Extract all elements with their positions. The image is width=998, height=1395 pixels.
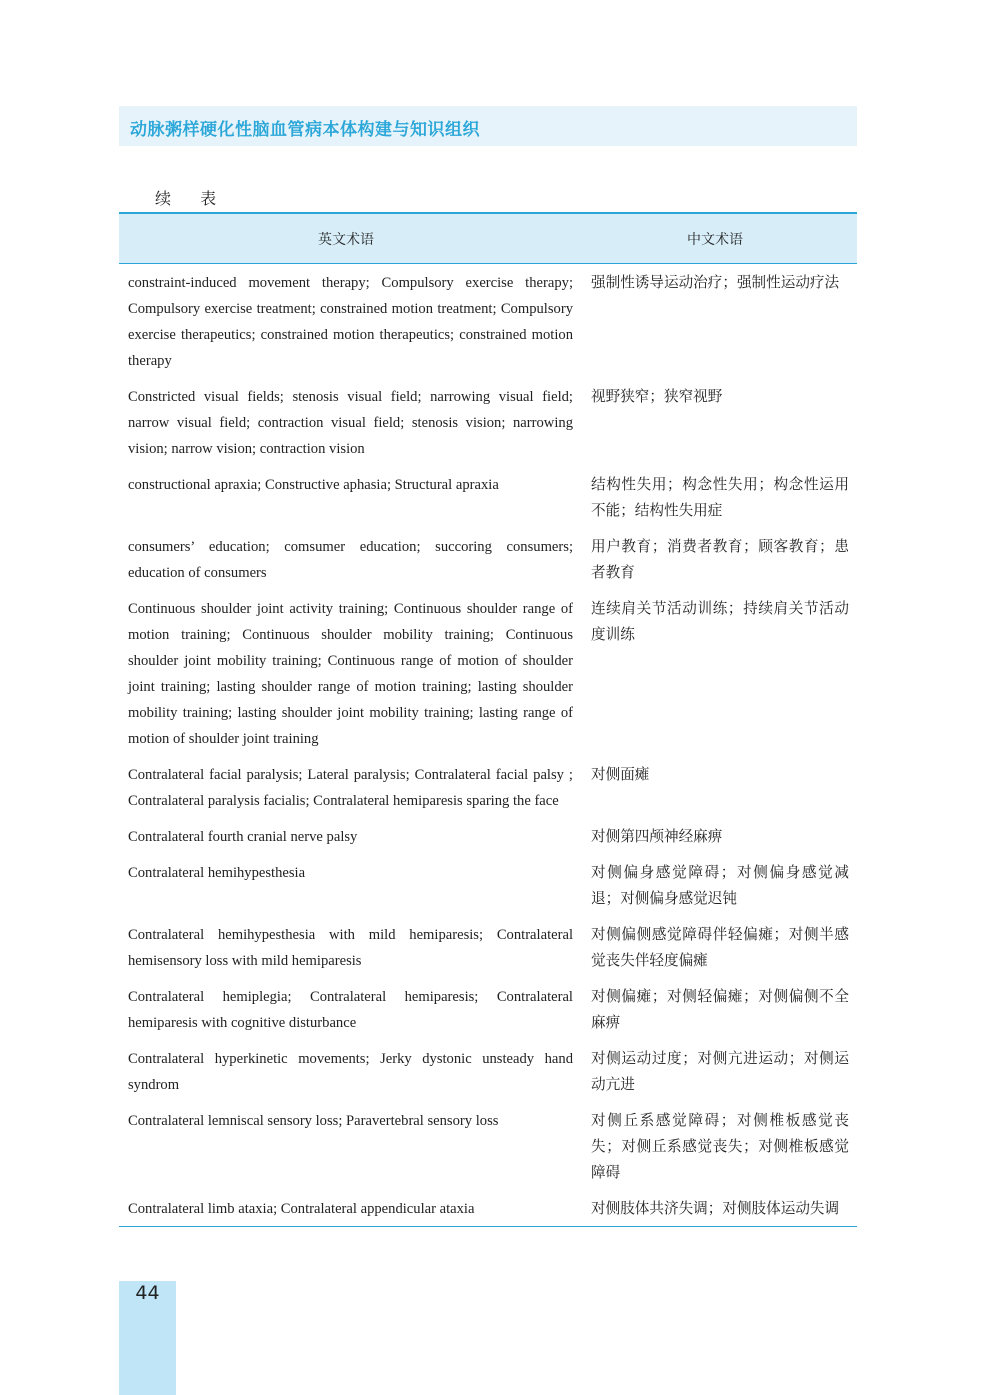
english-term-cell: Contralateral hemihypesthesia with mild hemiparesis; Contralateral hemisensory loss with mild hemiparesis (128, 927, 573, 969)
english-term-cell: consumers’ education; comsumer education; succoring consumers; education of consumers (128, 539, 573, 581)
column-header-english: 英文术语 (119, 213, 573, 264)
chinese-term-cell: 对侧丘系感觉障碍；对侧椎板感觉丧失；对侧丘系感觉丧失；对侧椎板感觉障碍 (591, 1112, 849, 1181)
chinese-term-cell: 视野狭窄；狭窄视野 (591, 388, 723, 405)
english-term-cell: Contralateral hyperkinetic movements; Jerky dystonic unsteady hand syndrom (128, 1051, 573, 1093)
english-term-cell: Contralateral hemiplegia; Contralateral hemiparesis; Contralateral hemiparesis with cognitive disturbance (128, 989, 573, 1031)
table-row (119, 1041, 857, 1103)
english-term-cell: Contralateral hemihypesthesia (128, 865, 306, 881)
terms-table-container (119, 212, 857, 1227)
table-body (119, 264, 857, 1227)
table-row (119, 855, 857, 917)
chinese-term-cell: 对侧面瘫 (591, 766, 650, 783)
english-term-cell: constructional apraxia; Constructive aphasia; Structural apraxia (128, 477, 499, 493)
chinese-term-cell: 对侧第四颅神经麻痹 (591, 828, 723, 845)
running-header (119, 106, 857, 146)
page-number: 44 (135, 1282, 160, 1304)
chinese-term-cell: 对侧运动过度；对侧亢进运动；对侧运动亢进 (591, 1050, 849, 1093)
table-row (119, 819, 857, 855)
english-term-cell: Contralateral fourth cranial nerve palsy (128, 829, 358, 845)
english-term-cell: Contralateral facial paralysis; Lateral paralysis; Contralateral facial palsy ; Contralateral paralysis facialis; Contralateral hemiparesis sparing the face (128, 767, 573, 809)
table-row (119, 917, 857, 979)
english-term-cell: Constricted visual fields; stenosis visual field; narrowing visual field; narrow visual field; contraction visual field; stenosis vision; narrowing vision; narrow vision; contraction vision (128, 389, 573, 457)
page-number-tab (119, 1281, 176, 1395)
english-term-cell: constraint-induced movement therapy; Compulsory exercise therapy; Compulsory exercise treatment; constrained motion treatment; Compulsory exercise therapeutics; constrained motion therapeutics; constrained motion therapy (128, 275, 573, 369)
table-row (119, 757, 857, 819)
chinese-term-cell: 用户教育；消费者教育；顾客教育；患者教育 (591, 538, 849, 581)
english-term-cell: Contralateral lemniscal sensory loss; Paravertebral sensory loss (128, 1113, 499, 1129)
chinese-term-cell: 对侧偏瘫；对侧轻偏瘫；对侧偏侧不全麻痹 (591, 988, 849, 1031)
continued-table-label: 续 表 (155, 189, 229, 208)
chinese-term-cell: 对侧偏身感觉障碍；对侧偏身感觉减退；对侧偏身感觉迟钝 (591, 864, 849, 907)
column-header-chinese: 中文术语 (573, 213, 857, 264)
english-term-cell: Continuous shoulder joint activity training; Continuous shoulder range of motion training; Continuous shoulder mobility training; Continuous shoulder joint mobility training; Continuous range of motion of shoulder joint training; lasting shoulder range of motion training; lasting shoulder mobility training; lasting shoulder joint mobility training; lasting range of motion of shoulder joint training (128, 601, 573, 747)
table-row (119, 979, 857, 1041)
table-row (119, 529, 857, 591)
table-row (119, 264, 857, 380)
table-row (119, 379, 857, 467)
chinese-term-cell: 结构性失用；构念性失用；构念性运用不能；结构性失用症 (591, 476, 849, 519)
chinese-term-cell: 连续肩关节活动训练；持续肩关节活动度训练 (591, 600, 849, 643)
book-title: 动脉粥样硬化性脑血管病本体构建与知识组织 (130, 120, 480, 140)
table-row (119, 1103, 857, 1191)
table-header-row (119, 213, 857, 264)
chinese-term-cell: 强制性诱导运动治疗；强制性运动疗法 (591, 274, 840, 291)
chinese-term-cell: 对侧偏侧感觉障碍伴轻偏瘫；对侧半感觉丧失伴轻度偏瘫 (591, 926, 849, 969)
english-term-cell: Contralateral limb ataxia; Contralateral appendicular ataxia (119, 1191, 573, 1227)
chinese-term-cell: 对侧肢体共济失调；对侧肢体运动失调 (573, 1191, 857, 1227)
table-row (119, 591, 857, 757)
table-row (119, 1191, 857, 1227)
terms-table (119, 212, 857, 1227)
table-row (119, 467, 857, 529)
